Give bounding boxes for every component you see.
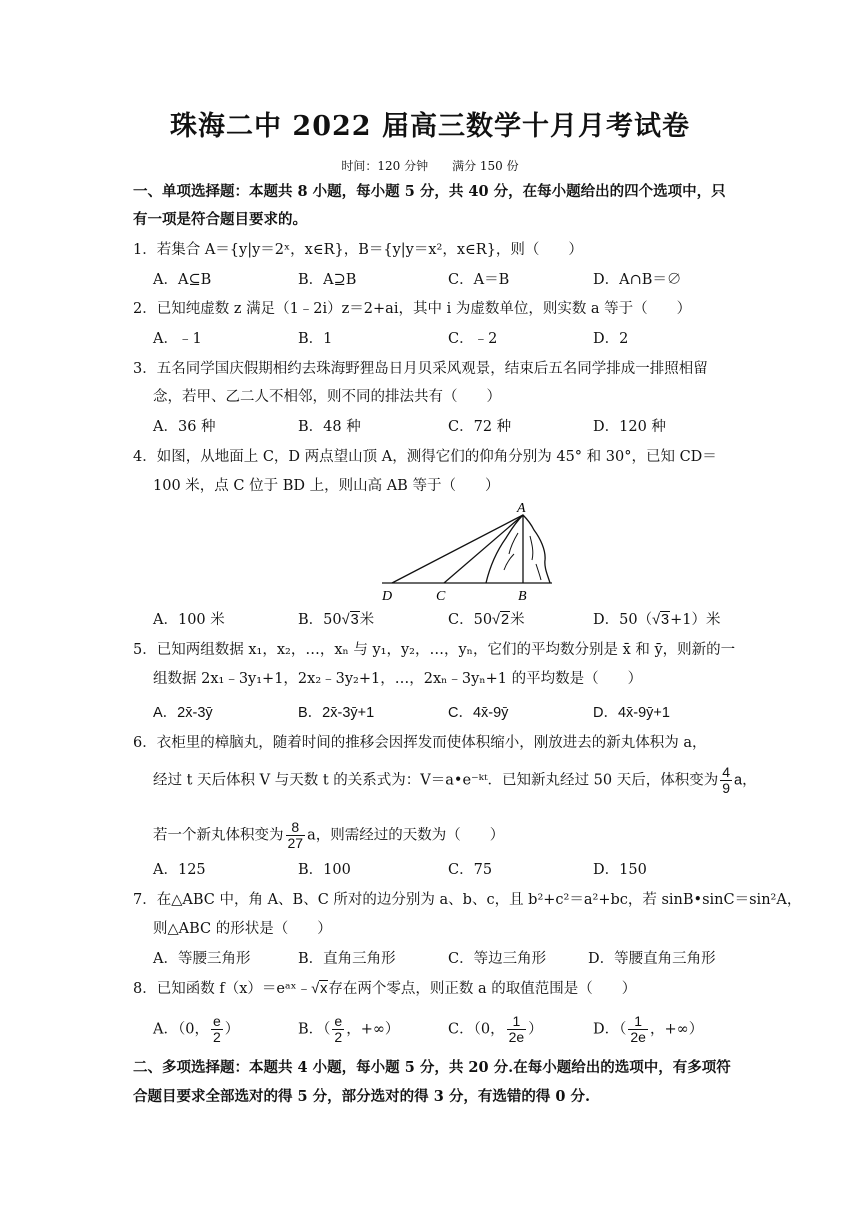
q8-option-d-close: ，+∞）: [649, 1021, 704, 1038]
q8-option-b-fraction: [332, 1014, 344, 1045]
q4-option-c: C．50√2米: [448, 612, 525, 628]
q4-option-b-radicand: 3: [350, 612, 359, 628]
q5-option-a: A．2x̄-3ȳ: [153, 705, 213, 721]
q8-d-numerator: 1: [628, 1014, 648, 1030]
q5-option-c: C．4x̄-9ȳ: [448, 705, 509, 721]
q4-option-b-unit: 米: [359, 612, 375, 628]
q8-option-a-open: A．（0，: [153, 1021, 209, 1038]
mountain-figure: [378, 500, 558, 604]
q6-fraction-4-9: [720, 765, 732, 796]
line-CA: [444, 515, 523, 583]
q8-option-d-fraction: [628, 1014, 648, 1045]
q8-a-denominator: 2: [212, 1029, 221, 1045]
q4-option-b: B．50√3米: [298, 612, 375, 628]
q4-option-d-coef: D．50（: [593, 612, 653, 628]
q3-option-c: C．72 种: [448, 419, 512, 435]
q6-option-d: D．150: [593, 862, 647, 878]
q8-option-c-fraction: [507, 1014, 527, 1045]
q2-option-b: B．1: [298, 331, 333, 347]
q8-option-a-fraction: [211, 1014, 223, 1045]
q8-option-c-open: C．（0，: [448, 1021, 505, 1038]
label-D: D: [382, 589, 393, 604]
q5-stem-line1: 5．已知两组数据 x₁，x₂，…，xₙ 与 y₁，y₂，…，yₙ，它们的平均数分别是 x̄ 和 ȳ，则新的一: [133, 642, 736, 658]
q1-option-d: D．A∩B＝∅: [593, 272, 682, 288]
q4-option-d-tail: +1）米: [670, 612, 721, 628]
q1-option-b: B．A⊇B: [298, 272, 357, 288]
q1-option-a: A．A⊆B: [153, 272, 212, 288]
q6-frac1-denominator: 9: [722, 780, 731, 796]
q8-option-a-close: ）: [224, 1021, 240, 1038]
q7-option-a: A．等腰三角形: [153, 951, 251, 967]
q8-option-c-close: ）: [528, 1021, 543, 1038]
q4-option-c-radicand: 2: [501, 612, 510, 628]
q3-option-b: B．48 种: [298, 419, 361, 435]
q6-option-c: C．75: [448, 862, 493, 878]
q7-option-b: B．直角三角形: [298, 951, 396, 967]
label-A: A: [517, 501, 526, 516]
q4-option-a: A．100 米: [153, 612, 225, 628]
q4-option-c-coef: C．50: [448, 612, 493, 628]
q2-stem: 2．已知纯虚数 z 满足（1﹣2i）z＝2+ai，其中 i 为虚数单位，则实数 a 等于（ ）: [133, 301, 692, 317]
q6-fraction-8-27: [286, 820, 306, 851]
q8-stem: 8．已知函数 f（x）＝eᵃˣ﹣√x存在两个零点，则正数 a 的取值范围是（ ）: [133, 981, 637, 997]
section1-heading-line2: 有一项是符合题目要求的。: [133, 211, 307, 228]
mountain-outline: [486, 515, 550, 583]
exam-title: 珠海二中 2022 届高三数学十月月考试卷: [170, 111, 690, 142]
q7-option-c: C．等边三角形: [448, 951, 547, 967]
q8-a-numerator: e: [212, 1013, 221, 1029]
q3-stem-line1: 3．五名同学国庆假期相约去珠海野狸岛日月贝采风观景，结束后五名同学排成一排照相留: [133, 361, 708, 377]
section2-heading-line1: 二、多项选择题：本题共 4 小题，每小题 5 分，共 20 分.在每小题给出的选项中，有多项符: [133, 1059, 731, 1076]
q4-option-b-coef: B．50: [298, 612, 342, 628]
q8-option-b-close: ，+∞）: [346, 1021, 400, 1038]
q6-line3-tail: a，则需经过的天数为（ ）: [307, 827, 505, 844]
q6-line2-text: 经过 t 天后体积 V 与天数 t 的关系式为：V＝a•e⁻ᵏᵗ．已知新丸经过 50 天后，体积变为: [153, 772, 719, 789]
label-C: C: [436, 589, 446, 604]
q7-stem-line2: 则△ABC 的形状是（ ）: [153, 921, 332, 937]
q6-line3-text: 若一个新丸体积变为: [153, 827, 284, 844]
q4-stem-line1: 4．如图，从地面上 C，D 两点望山顶 A，测得它们的仰角分别为 45° 和 30°，已知 CD＝: [133, 449, 717, 465]
q1-stem: 1．若集合 A＝{y|y＝2ˣ，x∈R}，B＝{y|y＝x²，x∈R}，则（ ）: [133, 242, 583, 258]
q6-frac2-denominator: 27: [287, 835, 304, 851]
label-B: B: [518, 589, 527, 604]
q4-option-d-radicand: 3: [661, 612, 670, 628]
q8-stem-text: 8．已知函数 f（x）＝eᵃˣ﹣: [133, 981, 312, 997]
q5-option-d: D．4x̄-9ȳ+1: [593, 705, 670, 721]
line-DA: [392, 515, 523, 583]
q8-option-c: [448, 1014, 543, 1045]
q7-option-d: D．等腰直角三角形: [588, 951, 716, 967]
q2-option-a: A．﹣1: [153, 331, 202, 347]
q6-frac1-numerator: 4: [722, 764, 731, 780]
q3-option-d: D．120 种: [593, 419, 666, 435]
q8-option-d-open: D．（: [593, 1021, 627, 1038]
q4-stem-line2: 100 米，点 C 位于 BD 上，则山高 AB 等于（ ）: [153, 478, 500, 494]
q4-option-c-unit: 米: [510, 612, 525, 628]
section2-heading-line2: 合题目要求全部选对的得 5 分，部分选对的得 3 分，有选错的得 0 分.: [133, 1088, 591, 1105]
q8-option-d: [593, 1014, 703, 1045]
q6-line2-tail: a，: [734, 772, 757, 789]
q8-option-b-open: B．（: [298, 1021, 331, 1038]
q8-c-denominator: 2e: [508, 1029, 525, 1045]
q8-b-denominator: 2: [334, 1029, 343, 1045]
q8-option-a: [153, 1014, 239, 1045]
q4-option-d: D．50（√3+1）米: [593, 612, 721, 628]
q6-option-b: B．100: [298, 862, 351, 878]
section1-heading-line1: 一、单项选择题：本题共 8 小题，每小题 5 分，共 40 分，在每小题给出的四个选项中，只: [133, 183, 726, 200]
q6-stem-line1: 6．衣柜里的樟脑丸，随着时间的推移会因挥发而使体积缩小，刚放进去的新丸体积为 a，: [133, 735, 707, 751]
q8-d-denominator: 2e: [630, 1029, 646, 1045]
q5-option-b: B．2x̄-3ȳ+1: [298, 705, 375, 721]
q6-frac2-numerator: 8: [286, 820, 306, 836]
q8-stem-radicand: x: [320, 981, 328, 997]
q8-stem-tail: 存在两个零点，则正数 a 的取值范围是（ ）: [328, 981, 637, 997]
q7-stem-line1: 7．在△ABC 中，角 A、B、C 所对的边分别为 a、b、c，且 b²+c²＝a²+bc，若 sinB•sinC＝sin²A，: [133, 892, 802, 908]
exam-subtitle: 时间：120 分钟 满分 150 份: [341, 159, 519, 173]
q8-option-b: [298, 1014, 399, 1045]
q6-stem-line2: [153, 765, 757, 796]
q3-option-a: A．36 种: [153, 419, 216, 435]
q6-stem-line3: [153, 820, 504, 851]
q5-stem-line2: 组数据 2x₁﹣3y₁+1，2x₂﹣3y₂+1，…，2xₙ﹣3yₙ+1 的平均数是（ ）: [153, 671, 643, 687]
q2-option-c: C．﹣2: [448, 331, 498, 347]
q2-option-d: D．2: [593, 331, 629, 347]
q8-c-numerator: 1: [507, 1014, 527, 1030]
q6-option-a: A．125: [153, 862, 206, 878]
q3-stem-line2: 念，若甲、乙二人不相邻，则不同的排法共有（ ）: [153, 389, 501, 405]
q1-option-c: C．A＝B: [448, 272, 510, 288]
q8-b-numerator: e: [334, 1013, 343, 1029]
